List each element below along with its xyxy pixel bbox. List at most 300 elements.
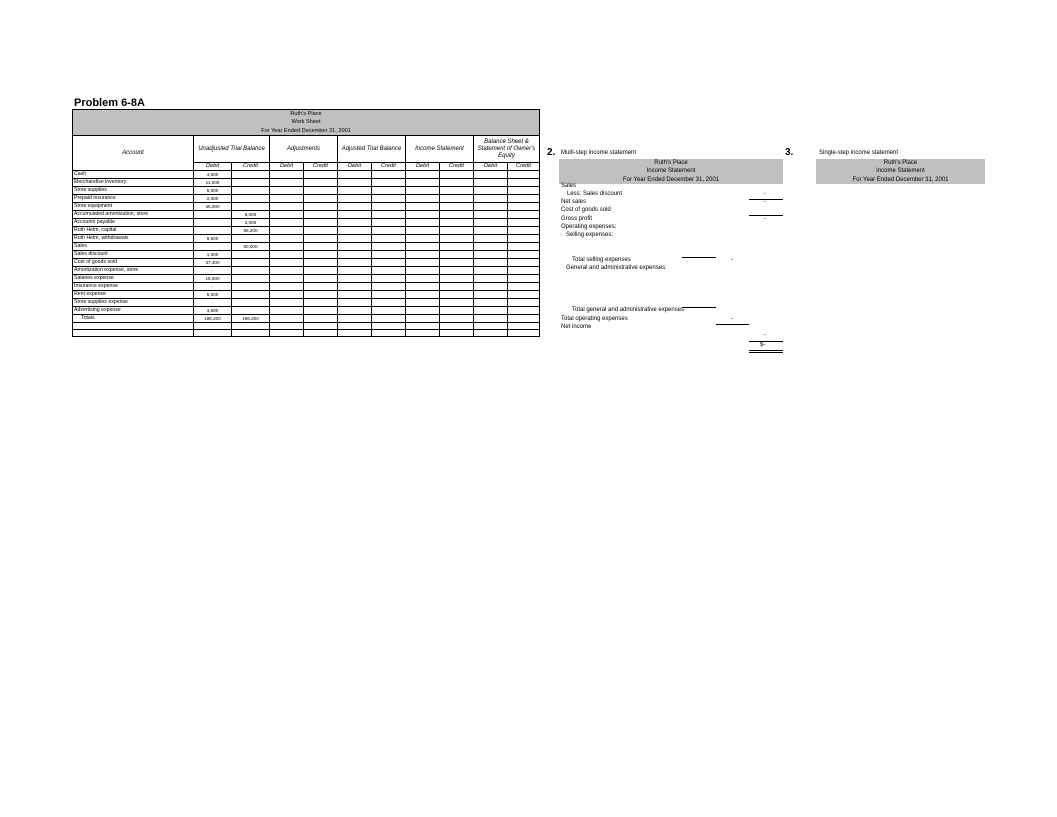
table-row bbox=[73, 251, 540, 259]
part3-number: 3. bbox=[785, 147, 794, 158]
ws-empty-cell bbox=[270, 219, 304, 227]
table-row bbox=[73, 275, 540, 283]
ws-empty-cell bbox=[508, 227, 540, 235]
ws-empty-cell bbox=[270, 227, 304, 235]
part3-header bbox=[816, 159, 985, 184]
ws-account-name: Sales discount bbox=[73, 251, 194, 259]
ws-empty-cell bbox=[304, 315, 338, 323]
ws-empty-cell bbox=[474, 307, 508, 315]
ws-empty-cell bbox=[372, 307, 406, 315]
ws-empty-cell bbox=[508, 275, 540, 283]
ws-empty-cell bbox=[406, 203, 440, 211]
table-row bbox=[73, 227, 540, 235]
is-general-admin: General and administrative expenses: bbox=[566, 265, 667, 271]
ws-empty-cell bbox=[508, 171, 540, 179]
ws-credit-cell bbox=[232, 299, 270, 307]
ws-empty-cell bbox=[440, 267, 474, 275]
ws-empty-cell bbox=[474, 171, 508, 179]
ws-empty-cell bbox=[406, 323, 440, 330]
ws-empty-cell bbox=[338, 219, 372, 227]
ws-empty-cell bbox=[270, 283, 304, 291]
table-row bbox=[73, 330, 540, 337]
ws-empty-cell bbox=[406, 259, 440, 267]
ws-debit-cell: 3,800 bbox=[194, 307, 232, 315]
ws-debit-header: Debit bbox=[338, 163, 372, 171]
ws-empty-cell bbox=[440, 235, 474, 243]
ws-empty-cell bbox=[474, 211, 508, 219]
ws-empty-cell bbox=[232, 323, 270, 330]
ws-account-name: Accounts payable bbox=[73, 219, 194, 227]
table-row bbox=[73, 291, 540, 299]
ws-empty-cell bbox=[440, 251, 474, 259]
ws-empty-cell bbox=[270, 243, 304, 251]
ws-empty-cell bbox=[372, 291, 406, 299]
table-row bbox=[73, 203, 540, 211]
ws-empty-cell bbox=[508, 235, 540, 243]
ws-empty-cell bbox=[406, 330, 440, 337]
ws-debit-cell: 45,000 bbox=[194, 203, 232, 211]
ws-credit-header: Credit bbox=[508, 163, 540, 171]
ws-empty-cell bbox=[406, 299, 440, 307]
part3-label: Single-step income statement bbox=[819, 150, 899, 156]
ws-empty-cell bbox=[474, 275, 508, 283]
ws-empty-cell bbox=[270, 267, 304, 275]
ws-debit-cell bbox=[194, 211, 232, 219]
part2-header-name: Ruth's Place bbox=[559, 159, 783, 167]
ws-empty-cell bbox=[508, 203, 540, 211]
is-cogs: Cost of goods sold bbox=[561, 207, 611, 213]
ws-empty-cell bbox=[406, 307, 440, 315]
ws-empty-cell bbox=[440, 259, 474, 267]
ws-empty-cell bbox=[372, 330, 406, 337]
ws-empty-cell bbox=[270, 291, 304, 299]
ws-empty-cell bbox=[338, 299, 372, 307]
ws-empty-cell bbox=[440, 299, 474, 307]
ws-empty-cell bbox=[304, 179, 338, 187]
is-total-opex: Total operating expenses bbox=[561, 316, 628, 322]
ws-empty-cell bbox=[474, 330, 508, 337]
is-gross-profit-value: - bbox=[764, 216, 766, 222]
ws-empty-cell bbox=[508, 267, 540, 275]
ws-empty-cell bbox=[508, 291, 540, 299]
ws-empty-cell bbox=[372, 251, 406, 259]
ws-empty-cell bbox=[372, 299, 406, 307]
ws-empty-cell bbox=[304, 275, 338, 283]
table-row bbox=[73, 235, 540, 243]
table-row bbox=[73, 195, 540, 203]
is-selling: Selling expenses: bbox=[566, 232, 614, 238]
ws-empty-cell bbox=[508, 330, 540, 337]
ws-empty-cell bbox=[406, 283, 440, 291]
ws-empty-cell bbox=[338, 275, 372, 283]
part3-header-type: Income Statement bbox=[816, 167, 985, 175]
ws-empty-cell bbox=[338, 171, 372, 179]
ws-empty-cell bbox=[508, 195, 540, 203]
ws-empty-cell bbox=[406, 179, 440, 187]
ws-account-name: Cost of goods sold bbox=[73, 259, 194, 267]
is-total-selling: Total selling expenses bbox=[572, 257, 631, 263]
ws-empty-cell bbox=[338, 243, 372, 251]
ws-credit-cell bbox=[232, 179, 270, 187]
table-row bbox=[73, 171, 540, 179]
ws-empty-cell bbox=[372, 219, 406, 227]
ws-empty-cell bbox=[270, 171, 304, 179]
ws-empty-cell bbox=[372, 235, 406, 243]
part2-header bbox=[559, 159, 783, 184]
part2-header-type: Income Statement bbox=[559, 167, 783, 175]
is-less-discount-value: - bbox=[764, 191, 766, 197]
table-row bbox=[73, 283, 540, 291]
ws-credit-header: Credit bbox=[372, 163, 406, 171]
table-row bbox=[73, 267, 540, 275]
ws-account-name: Ruth Helm, capital bbox=[73, 227, 194, 235]
ws-debit-header: Debit bbox=[270, 163, 304, 171]
part2-number: 2. bbox=[547, 147, 556, 158]
ws-empty-cell bbox=[474, 259, 508, 267]
ws-empty-cell bbox=[304, 251, 338, 259]
ws-empty-cell bbox=[304, 267, 338, 275]
ws-debit-cell: - bbox=[194, 283, 232, 291]
ws-header-name: Ruth's Place bbox=[73, 110, 540, 119]
part2-header-period: For Year Ended December 31, 2001 bbox=[559, 176, 783, 184]
is-total-ga: Total general and administrative expenses bbox=[572, 307, 685, 313]
ws-empty-cell bbox=[372, 243, 406, 251]
ws-empty-cell bbox=[372, 283, 406, 291]
ws-empty-cell bbox=[304, 243, 338, 251]
ws-empty-cell bbox=[440, 219, 474, 227]
ws-empty-cell bbox=[406, 267, 440, 275]
rule bbox=[682, 307, 716, 308]
ws-empty-cell bbox=[338, 187, 372, 195]
ws-empty-cell bbox=[304, 187, 338, 195]
ws-empty-cell bbox=[270, 315, 304, 323]
ws-account-name: Insurance expense bbox=[73, 283, 194, 291]
ws-credit-cell: 196,200 bbox=[232, 315, 270, 323]
ws-empty-cell bbox=[508, 323, 540, 330]
ws-account-name: Ruth Helm, withdrawals bbox=[73, 235, 194, 243]
ws-debit-cell: 37,400 bbox=[194, 259, 232, 267]
ws-credit-header: Credit bbox=[232, 163, 270, 171]
ws-empty-cell bbox=[304, 171, 338, 179]
ws-debit-cell: 9,500 bbox=[194, 235, 232, 243]
ws-empty-cell bbox=[338, 291, 372, 299]
ws-empty-cell bbox=[508, 187, 540, 195]
ws-group-adjustments: Adjustments bbox=[270, 136, 338, 163]
is-net-income-total: $- bbox=[760, 342, 766, 348]
ws-empty-cell bbox=[372, 211, 406, 219]
ws-credit-cell bbox=[232, 251, 270, 259]
ws-empty-cell bbox=[73, 323, 194, 330]
ws-empty-cell bbox=[406, 235, 440, 243]
table-row bbox=[73, 315, 540, 323]
ws-credit-cell bbox=[232, 195, 270, 203]
ws-empty-cell bbox=[270, 307, 304, 315]
ws-credit-cell: 95,200 bbox=[232, 227, 270, 235]
ws-account-name: Store supplies expense bbox=[73, 299, 194, 307]
is-net-sales: Net sales bbox=[561, 199, 587, 205]
ws-account-name: Salaries expense bbox=[73, 275, 194, 283]
ws-credit-cell: 90,000 bbox=[232, 243, 270, 251]
ws-debit-header: Debit bbox=[474, 163, 508, 171]
ws-account-name: Accumulated amortization, store bbox=[73, 211, 194, 219]
ws-empty-cell bbox=[372, 227, 406, 235]
ws-empty-cell bbox=[508, 299, 540, 307]
ws-empty-cell bbox=[440, 195, 474, 203]
part3-header-period: For Year Ended December 31, 2001 bbox=[816, 176, 985, 184]
ws-debit-cell: 5,000 bbox=[194, 291, 232, 299]
rule bbox=[682, 257, 716, 258]
ws-empty-cell bbox=[440, 211, 474, 219]
ws-debit-cell: 11,500 bbox=[194, 179, 232, 187]
ws-empty-cell bbox=[406, 195, 440, 203]
rule bbox=[716, 324, 749, 325]
ws-empty-cell bbox=[372, 179, 406, 187]
ws-account-name: Cash bbox=[73, 171, 194, 179]
ws-empty-cell bbox=[73, 330, 194, 337]
ws-debit-cell: 18,000 bbox=[194, 275, 232, 283]
ws-credit-cell bbox=[232, 203, 270, 211]
rule bbox=[749, 199, 783, 200]
ws-empty-cell bbox=[338, 235, 372, 243]
ws-empty-cell bbox=[304, 283, 338, 291]
ws-empty-cell bbox=[270, 259, 304, 267]
is-less-discount: Less: Sales discount bbox=[567, 191, 623, 197]
ws-empty-cell bbox=[372, 259, 406, 267]
ws-empty-cell bbox=[270, 195, 304, 203]
ws-empty-cell bbox=[508, 211, 540, 219]
ws-empty-cell bbox=[338, 251, 372, 259]
ws-empty-cell bbox=[270, 203, 304, 211]
ws-empty-cell bbox=[304, 330, 338, 337]
table-row bbox=[73, 259, 540, 267]
ws-credit-cell bbox=[232, 307, 270, 315]
table-row bbox=[73, 211, 540, 219]
ws-empty-cell bbox=[474, 283, 508, 291]
ws-empty-cell bbox=[474, 243, 508, 251]
ws-credit-cell: 8,000 bbox=[232, 211, 270, 219]
ws-empty-cell bbox=[304, 227, 338, 235]
ws-account-name: Merchandise inventory bbox=[73, 179, 194, 187]
table-row bbox=[73, 243, 540, 251]
ws-empty-cell bbox=[406, 219, 440, 227]
ws-debit-cell: 2,000 bbox=[194, 195, 232, 203]
ws-empty-cell bbox=[338, 315, 372, 323]
ws-credit-cell bbox=[232, 171, 270, 179]
is-net-income-value: - bbox=[764, 332, 766, 338]
ws-empty-cell bbox=[304, 211, 338, 219]
ws-empty-cell bbox=[372, 187, 406, 195]
ws-empty-cell bbox=[304, 235, 338, 243]
part2-label: Multi-step income statement bbox=[561, 150, 637, 156]
rule bbox=[749, 341, 783, 342]
ws-empty-cell bbox=[372, 195, 406, 203]
is-total-opex-value: - bbox=[731, 316, 733, 322]
table-row bbox=[73, 307, 540, 315]
ws-empty-cell bbox=[474, 227, 508, 235]
ws-empty-cell bbox=[372, 203, 406, 211]
ws-empty-cell bbox=[440, 179, 474, 187]
ws-empty-cell bbox=[270, 235, 304, 243]
ws-account-name: Sales bbox=[73, 243, 194, 251]
ws-empty-cell bbox=[232, 330, 270, 337]
ws-empty-cell bbox=[474, 187, 508, 195]
problem-title: Problem 6-8A bbox=[74, 97, 145, 109]
is-sales: Sales bbox=[561, 183, 577, 189]
ws-empty-cell bbox=[508, 315, 540, 323]
ws-empty-cell bbox=[474, 315, 508, 323]
ws-header-period: For Year Ended December 31, 2001 bbox=[73, 126, 540, 136]
ws-empty-cell bbox=[270, 330, 304, 337]
table-row bbox=[73, 187, 540, 195]
ws-empty-cell bbox=[440, 275, 474, 283]
ws-empty-cell bbox=[338, 323, 372, 330]
ws-empty-cell bbox=[338, 195, 372, 203]
ws-empty-cell bbox=[508, 259, 540, 267]
ws-empty-cell bbox=[304, 323, 338, 330]
ws-empty-cell bbox=[338, 227, 372, 235]
ws-account-name: Totals bbox=[73, 315, 194, 323]
ws-empty-cell bbox=[338, 283, 372, 291]
ws-empty-cell bbox=[372, 171, 406, 179]
ws-account-header: Account bbox=[73, 136, 194, 171]
ws-group-balance: Balance Sheet & Statement of Owner's Equity bbox=[474, 136, 540, 163]
ws-credit-cell bbox=[232, 187, 270, 195]
ws-empty-cell bbox=[406, 251, 440, 259]
ws-empty-cell bbox=[508, 179, 540, 187]
ws-empty-cell bbox=[304, 203, 338, 211]
ws-empty-cell bbox=[440, 187, 474, 195]
double-rule bbox=[749, 350, 783, 353]
ws-group-adjusted: Adjusted Trial Balance bbox=[338, 136, 406, 163]
ws-account-name: Store equipment bbox=[73, 203, 194, 211]
ws-debit-cell bbox=[194, 227, 232, 235]
ws-empty-cell bbox=[338, 267, 372, 275]
ws-group-unadjusted: Unadjusted Trial Balance bbox=[194, 136, 270, 163]
ws-empty-cell bbox=[440, 243, 474, 251]
ws-empty-cell bbox=[406, 275, 440, 283]
ws-empty-cell bbox=[372, 323, 406, 330]
ws-empty-cell bbox=[406, 171, 440, 179]
ws-credit-cell bbox=[232, 291, 270, 299]
ws-credit-cell bbox=[232, 267, 270, 275]
ws-debit-cell bbox=[194, 243, 232, 251]
ws-empty-cell bbox=[270, 299, 304, 307]
ws-debit-cell: 196,200 bbox=[194, 315, 232, 323]
ws-empty-cell bbox=[194, 330, 232, 337]
is-net-income: Net income bbox=[561, 324, 592, 330]
is-gross-profit: Gross profit bbox=[561, 216, 593, 222]
ws-empty-cell bbox=[304, 307, 338, 315]
ws-empty-cell bbox=[474, 219, 508, 227]
rule bbox=[749, 215, 783, 216]
is-opex: Operating expenses: bbox=[561, 224, 617, 230]
ws-empty-cell bbox=[270, 251, 304, 259]
ws-empty-cell bbox=[440, 171, 474, 179]
ws-debit-header: Debit bbox=[406, 163, 440, 171]
ws-empty-cell bbox=[406, 187, 440, 195]
ws-account-name: Rent expense bbox=[73, 291, 194, 299]
ws-empty-cell bbox=[474, 235, 508, 243]
ws-empty-cell bbox=[474, 323, 508, 330]
ws-empty-cell bbox=[304, 195, 338, 203]
ws-debit-cell bbox=[194, 219, 232, 227]
ws-credit-cell bbox=[232, 259, 270, 267]
ws-empty-cell bbox=[440, 203, 474, 211]
ws-empty-cell bbox=[338, 211, 372, 219]
ws-debit-cell: 4,000 bbox=[194, 171, 232, 179]
ws-empty-cell bbox=[474, 251, 508, 259]
ws-empty-cell bbox=[508, 283, 540, 291]
ws-empty-cell bbox=[372, 275, 406, 283]
ws-empty-cell bbox=[508, 243, 540, 251]
ws-credit-cell: 3,000 bbox=[232, 219, 270, 227]
ws-empty-cell bbox=[270, 275, 304, 283]
table-row bbox=[73, 219, 540, 227]
ws-empty-cell bbox=[406, 243, 440, 251]
ws-empty-cell bbox=[338, 259, 372, 267]
ws-empty-cell bbox=[440, 323, 474, 330]
ws-credit-cell bbox=[232, 283, 270, 291]
ws-empty-cell bbox=[372, 315, 406, 323]
ws-credit-cell bbox=[232, 235, 270, 243]
ws-empty-cell bbox=[508, 219, 540, 227]
ws-account-name: Amortization expense, store bbox=[73, 267, 194, 275]
ws-account-name: Advertising expense bbox=[73, 307, 194, 315]
ws-account-name: Store supplies bbox=[73, 187, 194, 195]
is-net-sales-value: - bbox=[764, 199, 766, 205]
table-row bbox=[73, 179, 540, 187]
ws-empty-cell bbox=[440, 330, 474, 337]
ws-credit-cell bbox=[232, 275, 270, 283]
ws-empty-cell bbox=[338, 179, 372, 187]
ws-debit-cell: - bbox=[194, 267, 232, 275]
is-total-selling-value: - bbox=[731, 257, 733, 263]
ws-empty-cell bbox=[304, 299, 338, 307]
ws-empty-cell bbox=[508, 307, 540, 315]
ws-debit-cell: - bbox=[194, 299, 232, 307]
ws-empty-cell bbox=[440, 291, 474, 299]
ws-empty-cell bbox=[304, 291, 338, 299]
ws-empty-cell bbox=[270, 179, 304, 187]
ws-account-name: Prepaid insurance bbox=[73, 195, 194, 203]
ws-empty-cell bbox=[474, 299, 508, 307]
ws-empty-cell bbox=[508, 251, 540, 259]
ws-empty-cell bbox=[474, 195, 508, 203]
ws-empty-cell bbox=[440, 283, 474, 291]
work-sheet-table bbox=[72, 109, 540, 337]
ws-debit-cell: 1,000 bbox=[194, 251, 232, 259]
ws-empty-cell bbox=[406, 291, 440, 299]
ws-empty-cell bbox=[406, 227, 440, 235]
ws-credit-header: Credit bbox=[440, 163, 474, 171]
ws-empty-cell bbox=[474, 179, 508, 187]
ws-group-income: Income Statement bbox=[406, 136, 474, 163]
part3-header-name: Ruth's Place bbox=[816, 159, 985, 167]
ws-empty-cell bbox=[474, 267, 508, 275]
ws-empty-cell bbox=[440, 315, 474, 323]
ws-empty-cell bbox=[194, 323, 232, 330]
ws-empty-cell bbox=[270, 211, 304, 219]
ws-empty-cell bbox=[406, 211, 440, 219]
ws-debit-cell: 5,000 bbox=[194, 187, 232, 195]
ws-empty-cell bbox=[406, 315, 440, 323]
ws-empty-cell bbox=[338, 330, 372, 337]
ws-empty-cell bbox=[270, 187, 304, 195]
ws-empty-cell bbox=[338, 203, 372, 211]
ws-empty-cell bbox=[372, 267, 406, 275]
ws-empty-cell bbox=[304, 259, 338, 267]
ws-empty-cell bbox=[474, 291, 508, 299]
